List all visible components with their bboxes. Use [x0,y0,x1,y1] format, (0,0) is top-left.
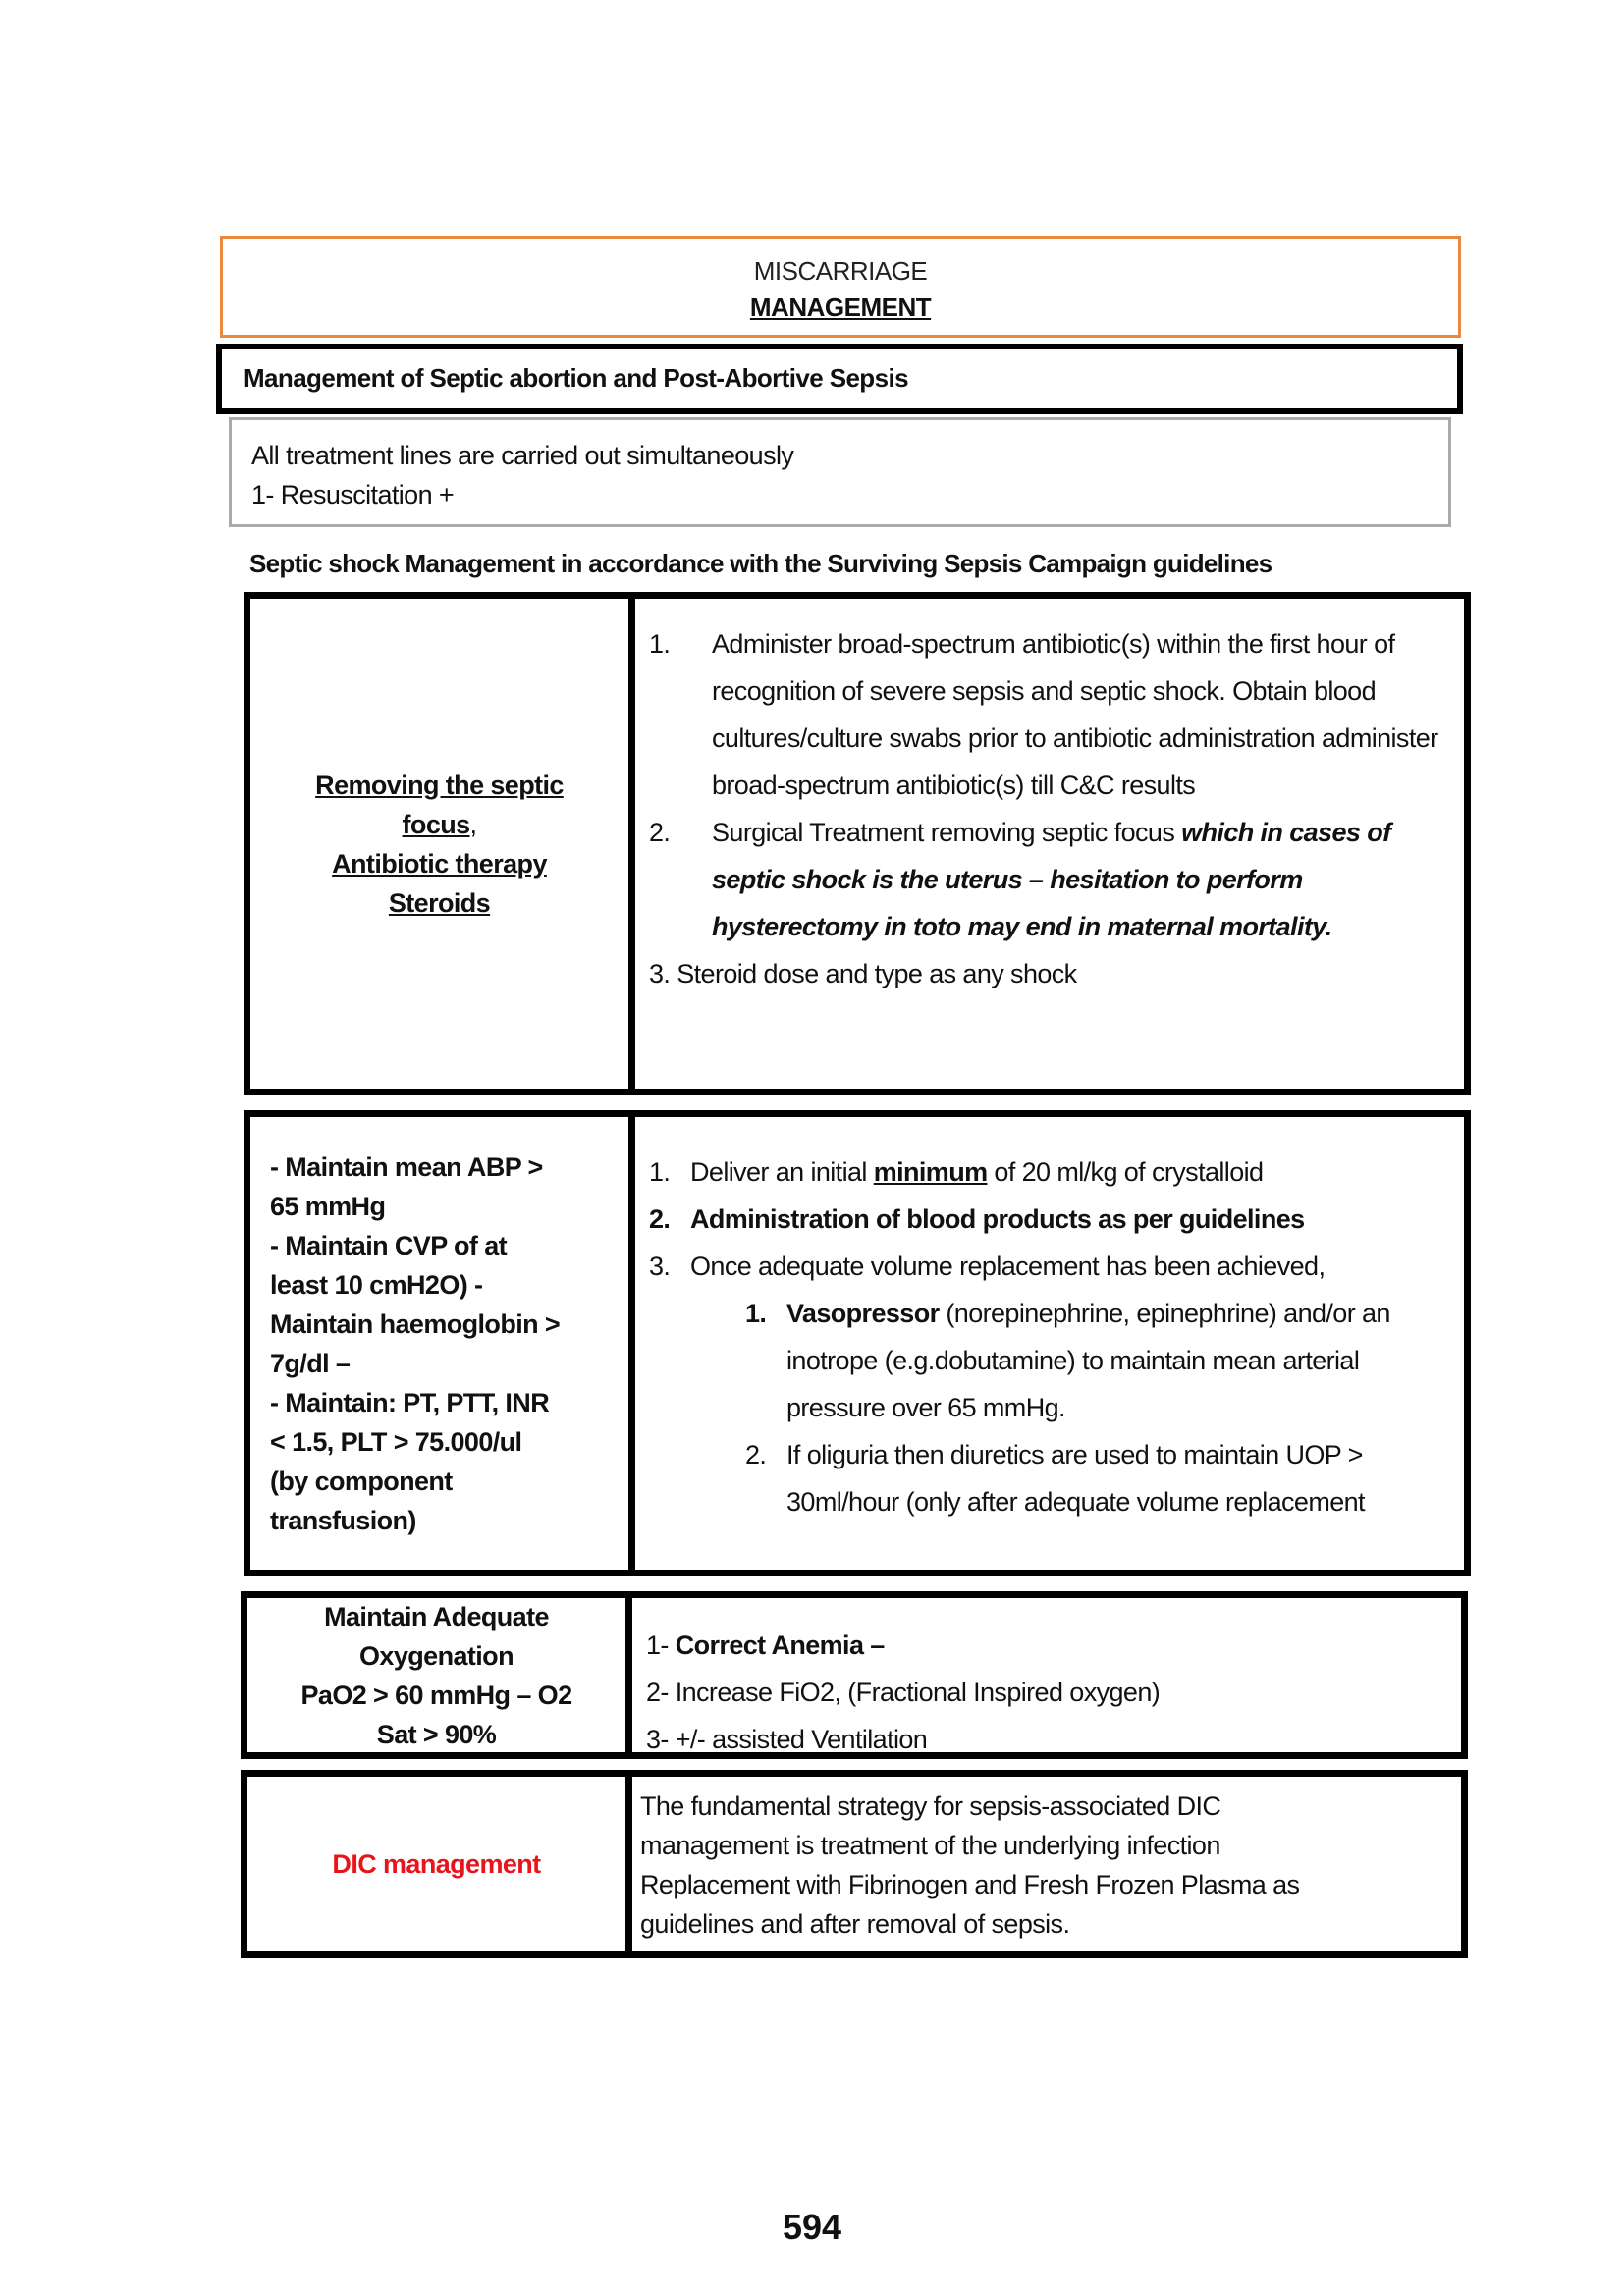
left-cell-comma: , [469,809,477,839]
info-line-2: 1- Resuscitation + [251,480,455,509]
list-item: 2- Increase FiO2, (Fractional Inspired oxygen) [646,1678,1161,1707]
left-cell-line: (by component [270,1466,453,1496]
list-text-bold: Correct Anemia – [675,1630,885,1660]
list-number: 2. [649,818,671,847]
section-title-box [216,344,1463,414]
list-text [712,809,1452,950]
info-box [229,417,1451,527]
left-cell-line: transfusion) [270,1505,416,1535]
list-text-emphasis: which in cases of septic shock is the uterus – hesitation to perform hysterectomy in toto may end in maternal mortality. [712,818,1391,941]
dic-label: DIC management [332,1849,541,1879]
table-hemodynamics [244,1110,1471,1576]
list-text: Administer broad-spectrum antibiotic(s) within the first hour of recognition of severe sepsis and septic shock. Obtain blood cultures/culture swabs prior to antibiotic administration administer broad-spectrum antibiotic(s) till C&C results [712,629,1438,800]
table-left-cell [250,1117,635,1570]
list-number: 1- [646,1630,676,1660]
list-text-plain: Deliver an initial [690,1157,874,1187]
left-cell-line: < 1.5, PLT > 75.000/ul [270,1426,522,1457]
table-left-cell [247,1598,632,1752]
table-right-cell [635,599,1464,1089]
table-oxygenation [241,1591,1468,1759]
list-item [649,1196,1452,1243]
left-cell-line: - Maintain CVP of at [270,1230,508,1260]
guidelines-subtitle: Septic shock Management in accordance with the Surviving Sepsis Campaign guidelines [249,549,1272,578]
table-right-cell [635,1117,1464,1570]
left-cell-line: - Maintain mean ABP > [270,1151,543,1182]
sub-list-item [649,1290,1452,1431]
left-cell-text: focus [402,809,470,839]
left-cell-line: Oxygenation [359,1640,514,1671]
left-cell-line: Antibiotic therapy [332,848,547,879]
left-cell-line: Maintain Adequate [324,1601,549,1631]
list-number: 1. [745,1299,767,1328]
list-text [690,1148,1452,1196]
list-number: 2. [649,1204,671,1234]
left-cell-line: Removing the septic [315,770,564,800]
list-number: 3. [649,1252,671,1281]
left-cell-line: Maintain haemoglobin > [270,1308,561,1339]
list-item [649,620,1452,809]
list-item: 3- +/- assisted Ventilation [646,1725,928,1754]
list-number: 1. [649,1157,671,1187]
list-text: Administration of blood products as per guidelines [690,1204,1305,1234]
list-item [646,1622,1449,1669]
page-number: 594 [782,2207,842,2247]
paragraph-line: management is treatment of the underlying infection [640,1831,1220,1860]
list-text-plain: of 20 ml/kg of crystalloid [987,1157,1264,1187]
list-text-plain: Surgical Treatment removing septic focus [712,818,1182,847]
list-text-underlined: minimum [873,1157,988,1187]
table-septic-focus [244,592,1471,1095]
list-item [649,1243,1452,1290]
section-title: Management of Septic abortion and Post-Abortive Sepsis [244,363,908,393]
sub-list-item [649,1431,1452,1525]
section-heading: MANAGEMENT [749,293,932,322]
list-text: If oliguria then diuretics are used to maintain UOP > 30ml/hour (only after adequate volume replacement [786,1440,1365,1517]
left-cell-line: Steroids [388,887,491,918]
table-left-cell [247,1777,632,1951]
list-item [649,809,1452,950]
list-number: 2. [745,1440,767,1469]
table-left-cell [250,599,635,1089]
table-dic [241,1770,1468,1958]
list-text [786,1290,1452,1431]
left-cell-line [403,805,477,844]
chapter-header-box [220,236,1461,338]
left-cell-line: least 10 cmH2O) - [270,1269,483,1300]
list-text-bold: Vasopressor [786,1299,940,1328]
paragraph-line: Replacement with Fibrinogen and Fresh Frozen Plasma as [640,1870,1300,1899]
left-cell-line: 65 mmHg [270,1191,386,1221]
list-text-plain: (norepinephrine, epinephrine) and/or an inotrope (e.g.dobutamine) to maintain mean arterial pressure over 65 mmHg. [786,1299,1390,1422]
list-item [649,1148,1452,1196]
left-cell-line: Sat > 90% [376,1719,497,1749]
paragraph-line: The fundamental strategy for sepsis-associated DIC [640,1791,1221,1821]
table-right-cell [632,1598,1461,1752]
list-text: Once adequate volume replacement has been achieved, [690,1252,1326,1281]
paragraph-line: guidelines and after removal of sepsis. [640,1909,1070,1939]
left-cell-line: PaO2 > 60 mmHg – O2 [300,1680,572,1710]
left-cell-line: 7g/dl – [270,1348,351,1378]
table-right-cell [632,1777,1461,1951]
left-cell-line: - Maintain: PT, PTT, INR [270,1387,550,1417]
info-line-1: All treatment lines are carried out simultaneously [251,441,794,470]
list-item: 3. Steroid dose and type as any shock [649,959,1077,988]
chapter-title: MISCARRIAGE [753,256,928,286]
list-number: 1. [649,629,671,659]
